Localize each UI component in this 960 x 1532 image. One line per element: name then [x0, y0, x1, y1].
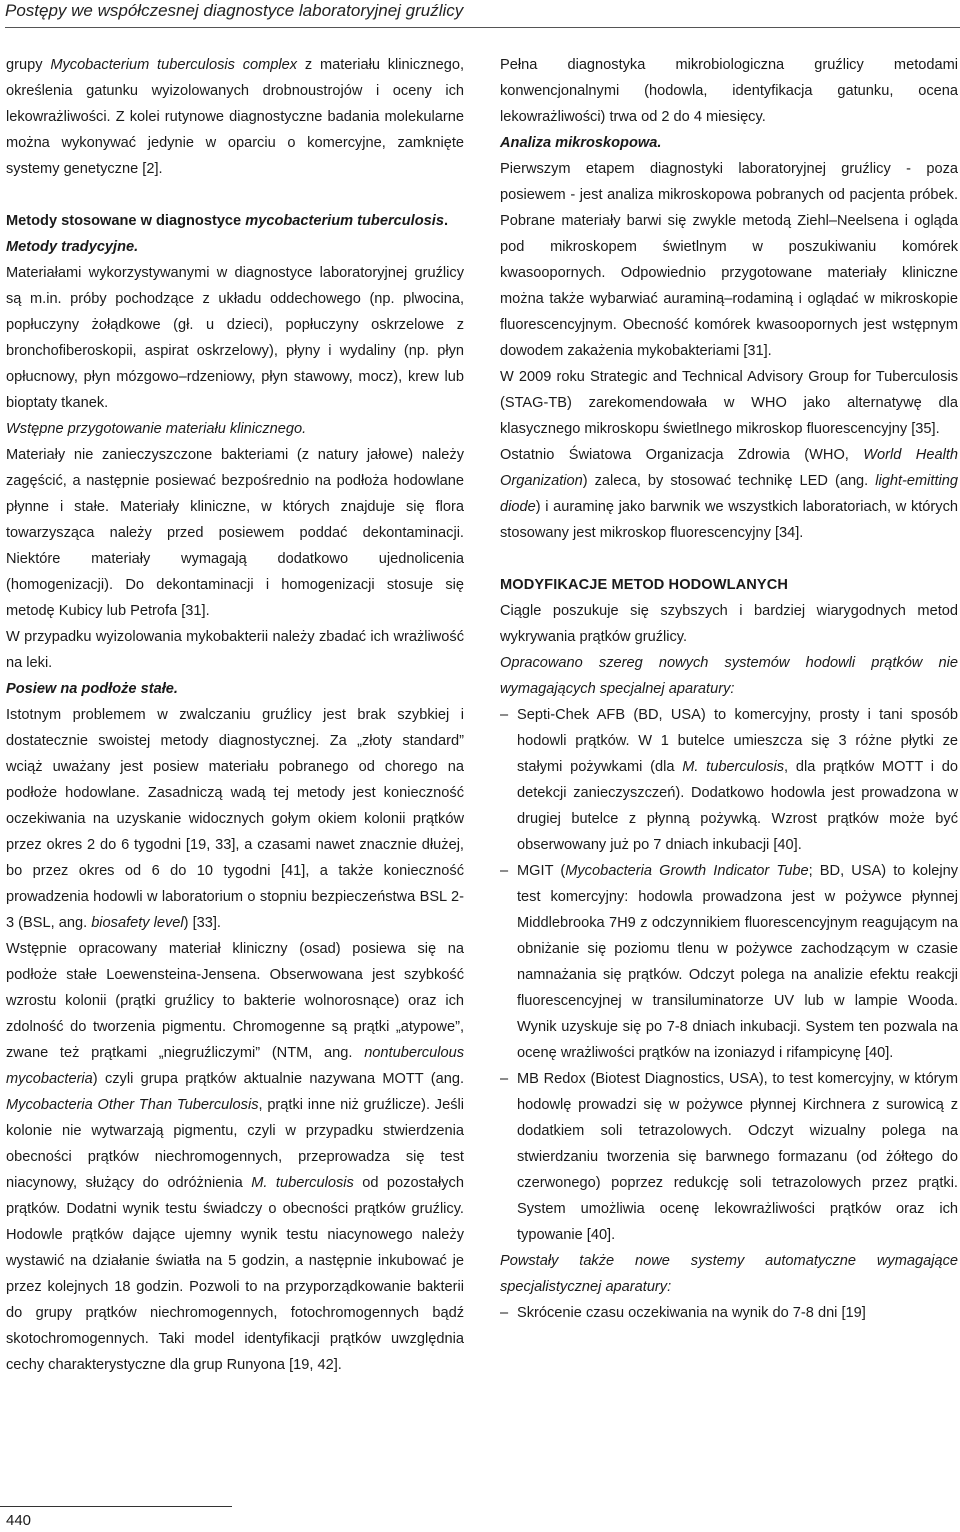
header-rule — [5, 27, 960, 28]
right-column — [500, 52, 958, 1326]
page-number: 440 — [6, 1512, 32, 1529]
list-item: – MB Redox (Biotest Diagnostics, USA), to test komercyjny, w którym hodowlę prowadzi się w pożywce płynnej Kirchnera z surowicą z dodatkiem soli tetrazolowych. Odczyt wizualny polega na stwierdzaniu tworzenia się barwnego formazanu (od żółtego do czerwonego) poprzez redukcję soli tetrazolowych przez prątki. System umożliwia ocenę lekowrażliwości prątków oraz ich typowanie [40]. — [500, 1066, 958, 1248]
running-header — [5, 0, 955, 30]
paragraph: W przypadku wyizolowania mykobakterii należy zbadać ich wrażliwość na leki. — [6, 629, 464, 671]
list-item: – MGIT (Mycobacteria Growth Indicator Tube; BD, USA) to kolejny test komercyjny: hodowla prowadzona jest w pożywce płynnej Middlebrooka 7H9 z odczynnikiem fluorescencyjnym reagującym na obniżanie się poziomu tlenu w pożywce zachodzącym w czasie namnażania się prątków. Odczyt polega na analizie efektu reakcji fluorescencyjnej w transiluminatorze UV lub w lampie Wooda. Wynik uzyskuje się po 7-8 dniach inkubacji. System ten pozwala na ocenę wrażliwości prątków na izoniazyd i rifampicynę [40]. — [500, 858, 958, 1066]
list-dash: – — [500, 707, 509, 723]
paragraph: W 2009 roku Strategic and Technical Advisory Group for Tuberculosis (STAG-TB) zarekomendowała w WHO jako alternatywę dla klasycznego mikroskopu świetlnego mikroskop fluorescencyjny [35]. — [500, 369, 958, 437]
running-header-title: Postępy we współczesnej diagnostyce laboratoryjnej gruźlicy — [5, 1, 464, 20]
paragraph-italic: Powstały także nowe systemy automatyczne wymagające specjalistycznej aparatury: — [500, 1253, 958, 1295]
subsection-heading: Posiew na podłoże stałe. — [6, 681, 178, 697]
list-dash: – — [500, 1071, 509, 1087]
section-heading: MODYFIKACJE METOD HODOWLANYCH — [500, 577, 789, 593]
paragraph-italic: Opracowano szereg nowych systemów hodowli prątków nie wymagających specjalnej aparatury: — [500, 655, 958, 697]
list-dash: – — [500, 1305, 509, 1321]
paragraph: Istotnym problemem w zwalczaniu gruźlicy jest brak szybkiej i dostatecznie swoistej metody diagnostycznej. Za „złoty standard” wciąż uważany jest posiew materiału pobranego od chorego na podłoże hodowlane. Zasadniczą wadą tej metody jest konieczność oczekiwania na uzyskanie widocznych gołym okiem kolonii prątków przez okres 2 do 6 tygodni [19, 33], a czasami nawet znacznie dłużej, bo przez okres od 6 do 10 tygodni [41], a także konieczność prowadzenia hodowli w laboratorium o stopniu bezpieczeństwa BSL 2-3 (BSL, ang. biosafety level) [33]. — [6, 707, 464, 931]
paragraph: grupy Mycobacterium tuberculosis complex z materiału klinicznego, określenia gatunku wyizolowanych drobnoustrojów i oceny ich lekowrażliwości. Z kolei rutynowe diagnostyczne badania molekularne można wykonywać jedynie w oparciu o komercyjne, zamknięte systemy genetyczne [2]. — [6, 57, 465, 177]
paragraph: Pierwszym etapem diagnostyki laboratoryjnej gruźlicy - poza posiewem - jest analiza mikroskopowa pobranych od pacjenta próbek. Pobrane materiały barwi się zwykle metodą Ziehl–Neelsena i ogląda pod mikroskopem świetlnym w poszukiwaniu komórek kwasoopornych. Odpowiednio przygotowane materiały kliniczne można także wybarwiać auraminą–rodaminą i oglądać w mikroskopie fluorescencyjnym. Obecność komórek kwasoopornych jest wstępnym dowodem zakażenia mykobakteriami [31]. — [500, 161, 958, 359]
section-heading: Metody stosowane w diagnostyce mycobacterium tuberculosis. — [6, 213, 448, 229]
list-item: – Septi-Chek AFB (BD, USA) to komercyjny, prosty i tani sposób hodowli prątków. W 1 butelce umieszcza się 3 różne płytki ze stałymi pożywkami (dla M. tuberculosis, dla prątków MOTT i do detekcji zanieczyszczeń). Dodatkowo hodowla jest prowadzona w drugiej butelce z płynną pożywką. Wzrost prątków może być obserwowany już po 7 dniach inkubacji [40]. — [500, 702, 958, 858]
subsection-heading: Analiza mikroskopowa. — [500, 135, 662, 151]
paragraph: Materiałami wykorzystywanymi w diagnostyce laboratoryjnej gruźlicy są m.in. próby pochodzące z układu oddechowego (np. plwocina, popłuczyny żołądkowe (gł. u dzieci), popłuczyny oskrzelowe z bronchofiberoskopii, aspirat oskrzelowy), płyny i wydaliny (np. płyn opłucnowy, płyn mózgowo–rdzeniowy, płyn stawowy, mocz), krew lub bioptaty tkanek. — [6, 265, 464, 411]
paragraph: Pełna diagnostyka mikrobiologiczna gruźlicy metodami konwencjonalnymi (hodowla, identyfikacja gatunku, ocena lekowrażliwości) trwa od 2 do 4 miesięcy. — [500, 57, 958, 125]
list-item: – Skrócenie czasu oczekiwania na wynik do 7-8 dni [19] — [500, 1300, 958, 1326]
footer-rule — [0, 1506, 232, 1507]
paragraph: Ciągle poszukuje się szybszych i bardziej wiarygodnych metod wykrywania prątków gruźlicy. — [500, 603, 958, 645]
left-column — [6, 52, 464, 1378]
subsection-heading: Wstępne przygotowanie materiału klinicznego. — [6, 421, 307, 437]
paragraph: Wstępnie opracowany materiał kliniczny (osad) posiewa się na podłoże stałe Loewensteina-Jensena. Obserwowana jest szybkość wzrostu kolonii (prątki gruźlicy to bakterie wolnorosnące) oraz ich zdolność do tworzenia pigmentu. Chromogenne są prątki „atypowe”, zwane też prątkami „niegruźliczymi” (NTM, ang. nontuberculous mycobacteria) czyli grupa prątków aktualnie nazywana MOTT (ang. Mycobacteria Other Than Tuberculosis, prątki inne niż gruźlicze). Jeśli kolonie nie wytwarzają pigmentu, czyli w przypadku stwierdzenia obecności prątków niechromogennych, przeprowadza się test niacynowy, służący do odróżnienia M. tuberculosis od pozostałych prątków. Dodatni wynik testu świadczy o obecności prątków gruźlicy. Hodowle prątków dające ujemny wynik testu niacynowego należy wystawić na działanie światła na 5 godzin, a następnie inkubować je przez kolejnych 18 godzin. Pozwoli to na przyporządkowanie bakterii do grupy prątków niechromogennych, fotochromogennych bądź skotochromogennych. Taki model identyfikacji prątków uwzględnia cechy charakterystyczne dla grup Runyona [19, 42]. — [6, 941, 464, 1373]
list-dash: – — [500, 863, 509, 879]
paragraph: Materiały nie zanieczyszczone bakteriami (z natury jałowe) należy zagęścić, a następnie posiewać bezpośrednio na podłoża hodowlane płynne i stałe. Materiały kliniczne, w których znajduje się flora towarzysząca należy przed posiewem poddać dekontaminacji. Niektóre materiały wymagają dodatkowo ujednolicenia (homogenizacji). Do dekontaminacji i homogenizacji stosuje się metodę Kubicy lub Petrofa [31]. — [6, 447, 464, 619]
subsection-heading: Metody tradycyjne. — [6, 239, 139, 255]
paragraph: Ostatnio Światowa Organizacja Zdrowia (WHO, World Health Organization) zaleca, by stosować technikę LED (ang. light-emitting diode) i auraminę jako barwnik we wszystkich laboratoriach, w których stosowany jest mikroskop fluorescencyjny [34]. — [500, 447, 958, 541]
